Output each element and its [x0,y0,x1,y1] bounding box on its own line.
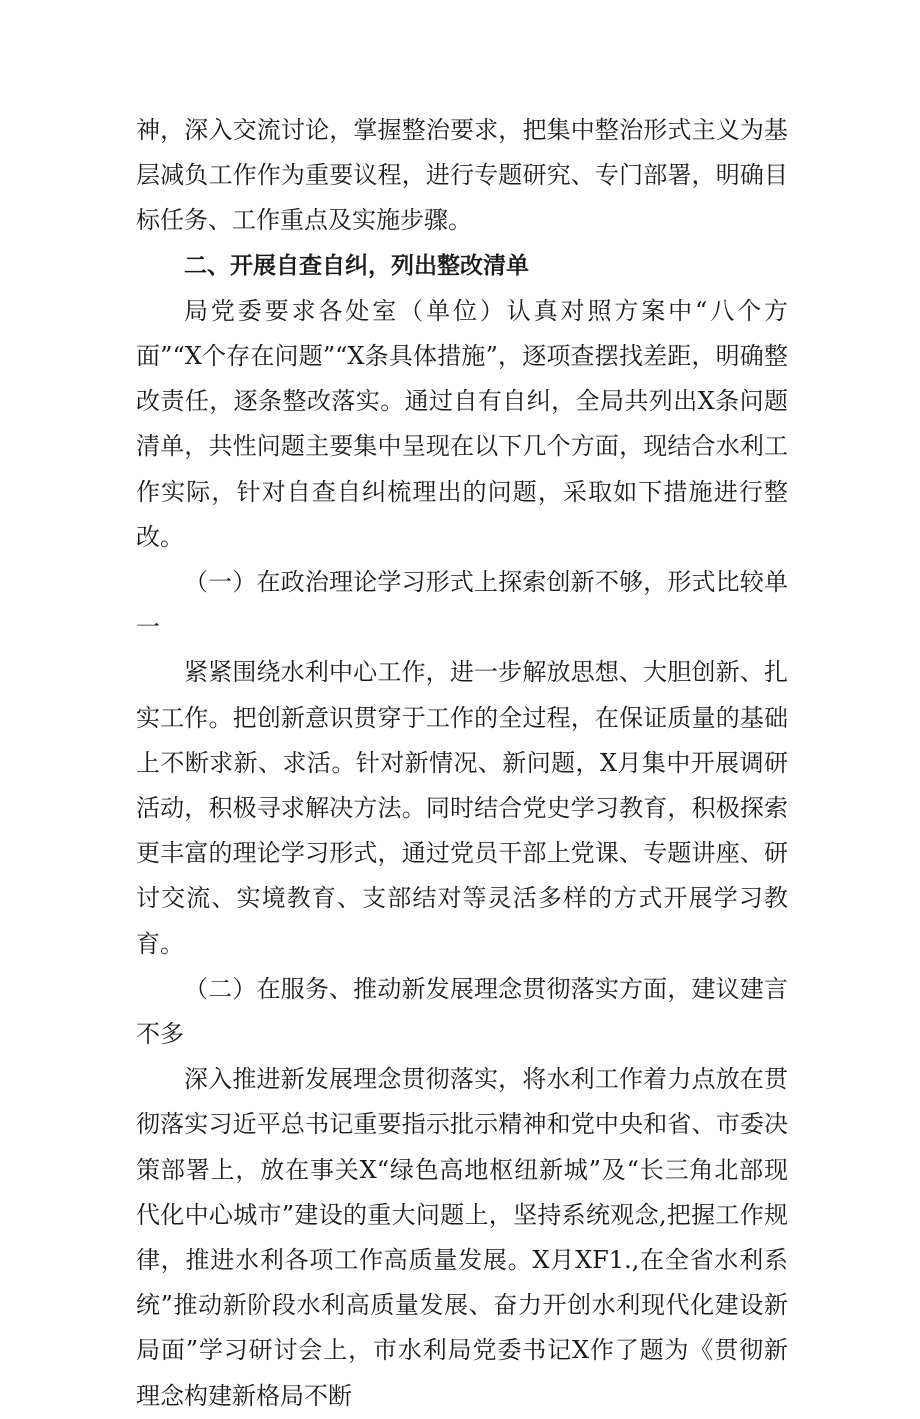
paragraph: 局党委要求各处室（单位）认真对照方案中“八个方面”“X个存在问题”“X条具体措施”，逐项查摆找差距，明确整改责任，逐条整改落实。通过自有自纠，全局共列出X条问题清单，共性问题主要集中呈现在以下几个方面，现结合水利工作实际，针对自查自纠梳理出的问题，采取如下措施进行整改。 [136,296,788,551]
paragraph: 紧紧围绕水利中心工作，进一步解放思想、大胆创新、扎实工作。把创新意识贯穿于工作的全过程，在保证质量的基础上不断求新、求活。针对新情况、新问题，X月集中开展调研活动，积极寻求解决方法。同时结合党史学习教育，积极探索更丰富的理论学习形式，通过党员干部上党课、专题讲座、研讨交流、实境教育、支部结对等灵活多样的方式开展学习教育。 [136,658,788,958]
sub-heading: （一）在政治理论学习形式上探索创新不够，形式比较单一 [136,568,788,642]
sub-heading: （二）在服务、推动新发展理念贯彻落实方面，建议建言不多 [136,974,788,1049]
document-body [136,108,788,1419]
paragraph: 深入推进新发展理念贯彻落实，将水利工作着力点放在贯彻落实习近平总书记重要指示批示精神和党中央和省、市委决策部署上，放在事关X“绿色高地枢纽新城”及“长三角北部现代化中心城市”建设的重大问题上，坚持系统观念,把握工作规律，推进水利各项工作高质量发展。X月XF1.,在全省水利系统”推动新阶段水利高质量发展、奋力开创水利现代化建设新局面”学习研讨会上，市水利局党委书记X作了题为《贯彻新理念构建新格局不断 [136,1065,788,1410]
section-heading: 二、开展自查自纠，列出整改清单 [184,252,529,279]
paragraph-continued: 神，深入交流讨论，掌握整治要求，把集中整治形式主义为基层减负工作作为重要议程，进行专题研究、专门部署，明确目标任务、工作重点及实施步骤。 [136,116,788,235]
